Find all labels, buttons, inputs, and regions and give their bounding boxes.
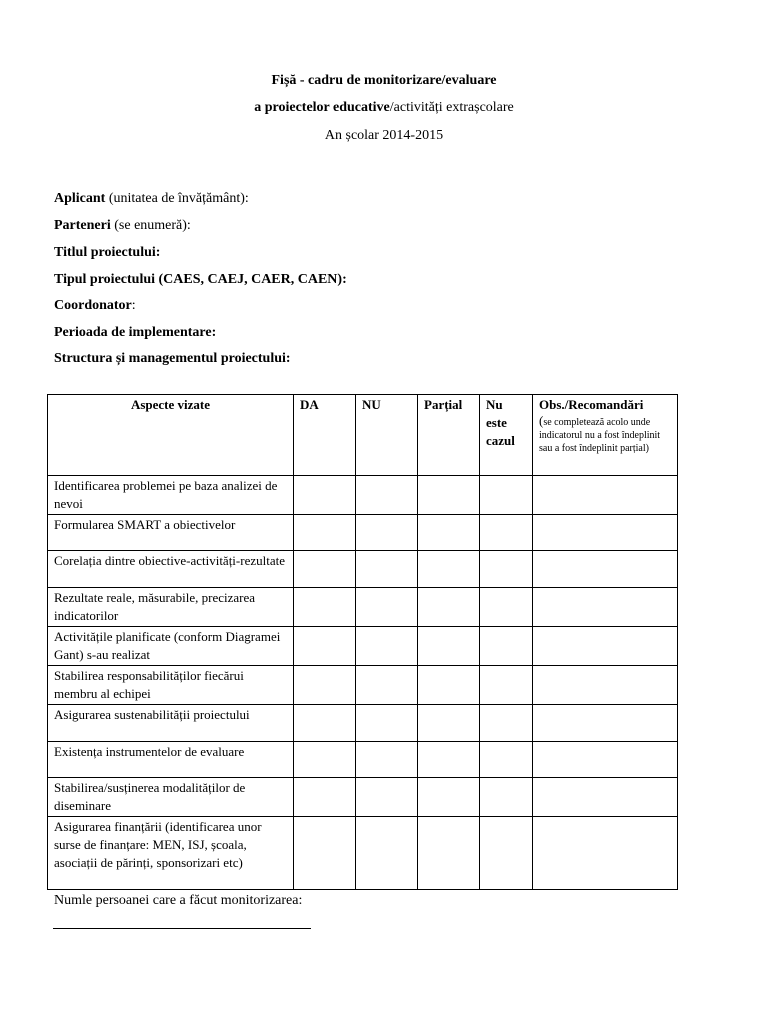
- table-row: [48, 778, 678, 817]
- cell-partial: [418, 742, 480, 778]
- field-note: (unitatea de învățământ):: [105, 191, 249, 206]
- table-row: [48, 588, 678, 627]
- row-aspect-label: Stabilirea responsabilităților fiecărui membru al echipei: [48, 666, 294, 705]
- monitor-name-label: Numle persoanei care a făcut monitorizarea:: [54, 893, 303, 908]
- cell-nu: [356, 817, 418, 890]
- obs-note-text: se completează acolo unde indicatorul nu a fost îndeplinit sau a fost îndeplinit parțial): [539, 417, 661, 454]
- row-aspect-label: Formularea SMART a obiectivelor: [48, 515, 294, 551]
- cell-obs: [533, 817, 678, 890]
- signature-line: [53, 928, 311, 929]
- cell-partial: [418, 588, 480, 627]
- cell-nu-este-cazul: [480, 588, 533, 627]
- col-header-obs-title: Obs./Recomandări: [539, 397, 644, 412]
- field-label: Tipul proiectului (CAES, CAEJ, CAER, CAEN):: [54, 272, 347, 287]
- field-label: Structura și managementul proiectului:: [54, 351, 291, 366]
- field-tipul: [54, 272, 347, 288]
- field-perioada: [54, 325, 216, 341]
- table-row: [48, 551, 678, 588]
- cell-obs: [533, 666, 678, 705]
- cell-partial: [418, 778, 480, 817]
- cell-da: [294, 588, 356, 627]
- cell-da: [294, 551, 356, 588]
- school-year: An școlar 2014-2015: [324, 128, 444, 143]
- cell-da: [294, 627, 356, 666]
- table-row: [48, 705, 678, 742]
- row-aspect-label: Asigurarea finanțării (identificarea unor surse de finanțare: MEN, ISJ, școala, asociații de părinți, sponsorizari etc): [48, 817, 294, 890]
- col-header-nu-este-cazul: Nu este cazul: [480, 395, 533, 476]
- row-aspect-label: Identificarea problemei pe baza analizei de nevoi: [48, 476, 294, 515]
- cell-obs: [533, 705, 678, 742]
- cell-partial: [418, 476, 480, 515]
- cell-obs: [533, 627, 678, 666]
- cell-obs: [533, 588, 678, 627]
- evaluation-table: [47, 394, 678, 890]
- doc-subtitle-bold: a proiectelor educative: [254, 100, 390, 115]
- cell-obs: [533, 551, 678, 588]
- field-aplicant: [54, 191, 249, 207]
- cell-da: [294, 705, 356, 742]
- col-header-obs-note: [539, 414, 671, 455]
- doc-subtitle-rest: /activități extrașcolare: [389, 100, 514, 115]
- col-header-nu: NU: [356, 395, 418, 476]
- cell-nu-este-cazul: [480, 778, 533, 817]
- field-label: Coordonator: [54, 298, 132, 313]
- cell-partial: [418, 515, 480, 551]
- cell-partial: [418, 705, 480, 742]
- cell-nu: [356, 705, 418, 742]
- cell-nu: [356, 551, 418, 588]
- field-structura: [54, 351, 291, 367]
- cell-nu-este-cazul: [480, 627, 533, 666]
- cell-nu: [356, 742, 418, 778]
- cell-nu: [356, 778, 418, 817]
- col-header-aspecte: Aspecte vizate: [48, 395, 294, 476]
- field-label: Perioada de implementare:: [54, 325, 217, 340]
- table-row: [48, 627, 678, 666]
- cell-partial: [418, 551, 480, 588]
- field-label: Parteneri: [54, 218, 111, 233]
- cell-nu: [356, 515, 418, 551]
- doc-subtitle: [0, 100, 768, 116]
- cell-partial: [418, 817, 480, 890]
- table-row: [48, 476, 678, 515]
- cell-obs: [533, 742, 678, 778]
- col-header-da: DA: [294, 395, 356, 476]
- cell-nu-este-cazul: [480, 817, 533, 890]
- table-row: [48, 515, 678, 551]
- table-row: [48, 742, 678, 778]
- cell-da: [294, 778, 356, 817]
- cell-da: [294, 476, 356, 515]
- row-aspect-label: Existența instrumentelor de evaluare: [48, 742, 294, 778]
- table-row: [48, 666, 678, 705]
- cell-da: [294, 666, 356, 705]
- table-row: [48, 817, 678, 890]
- cell-partial: [418, 666, 480, 705]
- table-header-row: [48, 395, 678, 476]
- cell-partial: [418, 627, 480, 666]
- cell-nu-este-cazul: [480, 742, 533, 778]
- cell-obs: [533, 476, 678, 515]
- cell-nu-este-cazul: [480, 551, 533, 588]
- cell-nu-este-cazul: [480, 515, 533, 551]
- cell-da: [294, 817, 356, 890]
- field-parteneri: [54, 218, 191, 234]
- row-aspect-label: Activitățile planificate (conform Diagramei Gant) s-au realizat: [48, 627, 294, 666]
- row-aspect-label: Asigurarea sustenabilității proiectului: [48, 705, 294, 742]
- row-aspect-label: Corelația dintre obiective-activități-rezultate: [48, 551, 294, 588]
- cell-da: [294, 515, 356, 551]
- field-label: Aplicant: [54, 191, 106, 206]
- cell-nu-este-cazul: [480, 666, 533, 705]
- cell-nu-este-cazul: [480, 476, 533, 515]
- field-label: Titlul proiectului:: [54, 245, 161, 260]
- cell-obs: [533, 515, 678, 551]
- col-header-partial: Parțial: [418, 395, 480, 476]
- col-header-obs: [533, 395, 678, 476]
- cell-obs: [533, 778, 678, 817]
- field-note: (se enumeră):: [110, 218, 191, 233]
- cell-nu: [356, 666, 418, 705]
- cell-nu: [356, 588, 418, 627]
- field-note: :: [131, 298, 136, 313]
- field-coordonator: [54, 298, 136, 314]
- cell-nu-este-cazul: [480, 705, 533, 742]
- row-aspect-label: Rezultate reale, măsurabile, precizarea indicatorilor: [48, 588, 294, 627]
- cell-nu: [356, 476, 418, 515]
- cell-da: [294, 742, 356, 778]
- obs-note-open-paren: (: [539, 413, 544, 428]
- field-titlul: [54, 245, 160, 261]
- cell-nu: [356, 627, 418, 666]
- doc-title: Fișă - cadru de monitorizare/evaluare: [271, 73, 497, 88]
- row-aspect-label: Stabilirea/susținerea modalităților de diseminare: [48, 778, 294, 817]
